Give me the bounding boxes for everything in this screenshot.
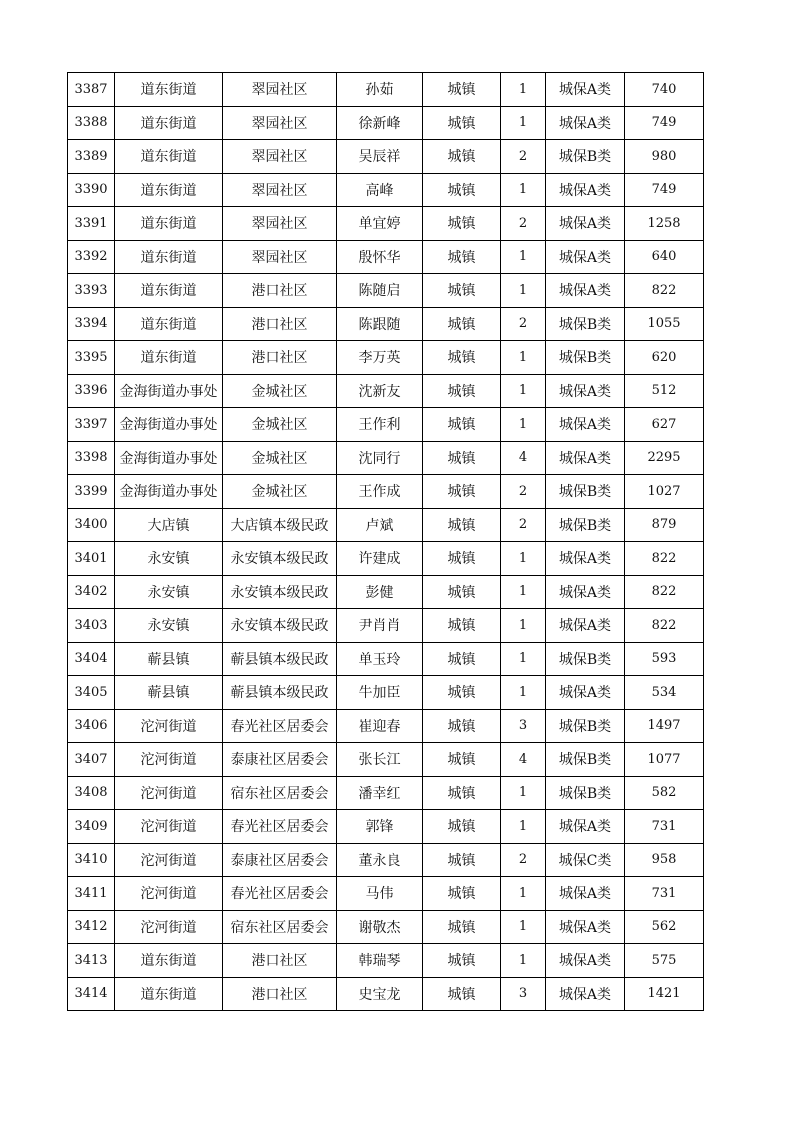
- household-size-cell: 4: [501, 441, 546, 475]
- community-cell: 蕲县镇本级民政: [223, 642, 337, 676]
- aid-amount-cell: 749: [625, 173, 704, 207]
- aid-amount-cell: 731: [625, 877, 704, 911]
- beneficiary-table: [67, 72, 704, 1011]
- household-type-cell: 城镇: [423, 374, 501, 408]
- name-cell: 吴辰祥: [337, 140, 423, 174]
- street-cell: 金海街道办事处: [115, 408, 223, 442]
- household-size-cell: 1: [501, 374, 546, 408]
- aid-amount-cell: 1077: [625, 743, 704, 777]
- household-type-cell: 城镇: [423, 575, 501, 609]
- street-cell: 道东街道: [115, 240, 223, 274]
- household-type-cell: 城镇: [423, 776, 501, 810]
- aid-amount-cell: 620: [625, 341, 704, 375]
- aid-category-cell: 城保A类: [546, 374, 625, 408]
- street-cell: 道东街道: [115, 106, 223, 140]
- name-cell: 殷怀华: [337, 240, 423, 274]
- household-size-cell: 1: [501, 910, 546, 944]
- street-cell: 蕲县镇: [115, 676, 223, 710]
- aid-amount-cell: 2295: [625, 441, 704, 475]
- name-cell: 陈随启: [337, 274, 423, 308]
- name-cell: 陈跟随: [337, 307, 423, 341]
- household-size-cell: 2: [501, 475, 546, 509]
- street-cell: 蕲县镇: [115, 642, 223, 676]
- household-type-cell: 城镇: [423, 508, 501, 542]
- street-cell: 沱河街道: [115, 910, 223, 944]
- street-cell: 永安镇: [115, 542, 223, 576]
- aid-category-cell: 城保A类: [546, 676, 625, 710]
- street-cell: 永安镇: [115, 609, 223, 643]
- name-cell: 韩瑞琴: [337, 944, 423, 978]
- community-cell: 金城社区: [223, 408, 337, 442]
- community-cell: 宿东社区居委会: [223, 776, 337, 810]
- table-row: [68, 173, 704, 207]
- street-cell: 沱河街道: [115, 877, 223, 911]
- aid-category-cell: 城保A类: [546, 977, 625, 1011]
- household-type-cell: 城镇: [423, 441, 501, 475]
- household-size-cell: 1: [501, 341, 546, 375]
- name-cell: 崔迎春: [337, 709, 423, 743]
- community-cell: 金城社区: [223, 475, 337, 509]
- household-size-cell: 1: [501, 106, 546, 140]
- household-size-cell: 1: [501, 173, 546, 207]
- record-id-cell: 3388: [68, 106, 115, 140]
- record-id-cell: 3406: [68, 709, 115, 743]
- household-type-cell: 城镇: [423, 274, 501, 308]
- household-type-cell: 城镇: [423, 944, 501, 978]
- household-type-cell: 城镇: [423, 106, 501, 140]
- name-cell: 卢斌: [337, 508, 423, 542]
- community-cell: 港口社区: [223, 977, 337, 1011]
- table-row: [68, 977, 704, 1011]
- aid-category-cell: 城保C类: [546, 843, 625, 877]
- table-row: [68, 709, 704, 743]
- table-row: [68, 676, 704, 710]
- community-cell: 永安镇本级民政: [223, 609, 337, 643]
- record-id-cell: 3387: [68, 73, 115, 107]
- community-cell: 翠园社区: [223, 73, 337, 107]
- community-cell: 翠园社区: [223, 140, 337, 174]
- household-type-cell: 城镇: [423, 877, 501, 911]
- street-cell: 沱河街道: [115, 843, 223, 877]
- household-type-cell: 城镇: [423, 240, 501, 274]
- aid-category-cell: 城保A类: [546, 240, 625, 274]
- table-row: [68, 508, 704, 542]
- household-type-cell: 城镇: [423, 73, 501, 107]
- aid-category-cell: 城保A类: [546, 207, 625, 241]
- name-cell: 单宜婷: [337, 207, 423, 241]
- household-size-cell: 3: [501, 709, 546, 743]
- community-cell: 春光社区居委会: [223, 877, 337, 911]
- street-cell: 金海街道办事处: [115, 441, 223, 475]
- aid-amount-cell: 1421: [625, 977, 704, 1011]
- name-cell: 孙茹: [337, 73, 423, 107]
- household-size-cell: 1: [501, 810, 546, 844]
- aid-amount-cell: 740: [625, 73, 704, 107]
- table-row: [68, 877, 704, 911]
- record-id-cell: 3398: [68, 441, 115, 475]
- street-cell: 沱河街道: [115, 810, 223, 844]
- community-cell: 港口社区: [223, 341, 337, 375]
- household-size-cell: 1: [501, 642, 546, 676]
- community-cell: 翠园社区: [223, 240, 337, 274]
- table-row: [68, 642, 704, 676]
- aid-category-cell: 城保A类: [546, 944, 625, 978]
- household-size-cell: 1: [501, 73, 546, 107]
- household-type-cell: 城镇: [423, 609, 501, 643]
- record-id-cell: 3413: [68, 944, 115, 978]
- record-id-cell: 3400: [68, 508, 115, 542]
- aid-category-cell: 城保A类: [546, 810, 625, 844]
- household-type-cell: 城镇: [423, 709, 501, 743]
- record-id-cell: 3390: [68, 173, 115, 207]
- name-cell: 张长江: [337, 743, 423, 777]
- table-row: [68, 374, 704, 408]
- record-id-cell: 3397: [68, 408, 115, 442]
- household-size-cell: 1: [501, 274, 546, 308]
- aid-category-cell: 城保A类: [546, 173, 625, 207]
- record-id-cell: 3391: [68, 207, 115, 241]
- household-type-cell: 城镇: [423, 173, 501, 207]
- street-cell: 道东街道: [115, 140, 223, 174]
- community-cell: 大店镇本级民政: [223, 508, 337, 542]
- household-type-cell: 城镇: [423, 140, 501, 174]
- table-row: [68, 106, 704, 140]
- name-cell: 徐新峰: [337, 106, 423, 140]
- household-size-cell: 1: [501, 676, 546, 710]
- aid-category-cell: 城保A类: [546, 441, 625, 475]
- household-type-cell: 城镇: [423, 676, 501, 710]
- aid-category-cell: 城保B类: [546, 776, 625, 810]
- aid-category-cell: 城保A类: [546, 910, 625, 944]
- table-row: [68, 140, 704, 174]
- aid-category-cell: 城保A类: [546, 106, 625, 140]
- record-id-cell: 3409: [68, 810, 115, 844]
- aid-amount-cell: 1497: [625, 709, 704, 743]
- table-row: [68, 207, 704, 241]
- table-row: [68, 240, 704, 274]
- aid-category-cell: 城保A类: [546, 609, 625, 643]
- household-size-cell: 1: [501, 575, 546, 609]
- record-id-cell: 3408: [68, 776, 115, 810]
- community-cell: 金城社区: [223, 374, 337, 408]
- community-cell: 蕲县镇本级民政: [223, 676, 337, 710]
- street-cell: 金海街道办事处: [115, 374, 223, 408]
- record-id-cell: 3404: [68, 642, 115, 676]
- aid-amount-cell: 822: [625, 609, 704, 643]
- aid-category-cell: 城保B类: [546, 140, 625, 174]
- street-cell: 道东街道: [115, 207, 223, 241]
- aid-category-cell: 城保B类: [546, 307, 625, 341]
- household-type-cell: 城镇: [423, 475, 501, 509]
- name-cell: 史宝龙: [337, 977, 423, 1011]
- record-id-cell: 3395: [68, 341, 115, 375]
- name-cell: 董永良: [337, 843, 423, 877]
- record-id-cell: 3412: [68, 910, 115, 944]
- aid-amount-cell: 593: [625, 642, 704, 676]
- household-size-cell: 1: [501, 542, 546, 576]
- name-cell: 潘幸红: [337, 776, 423, 810]
- aid-amount-cell: 562: [625, 910, 704, 944]
- aid-category-cell: 城保A类: [546, 575, 625, 609]
- table-row: [68, 609, 704, 643]
- street-cell: 道东街道: [115, 977, 223, 1011]
- household-size-cell: 2: [501, 140, 546, 174]
- record-id-cell: 3401: [68, 542, 115, 576]
- record-id-cell: 3393: [68, 274, 115, 308]
- aid-amount-cell: 879: [625, 508, 704, 542]
- record-id-cell: 3394: [68, 307, 115, 341]
- household-size-cell: 1: [501, 609, 546, 643]
- community-cell: 泰康社区居委会: [223, 743, 337, 777]
- aid-amount-cell: 1027: [625, 475, 704, 509]
- aid-amount-cell: 1258: [625, 207, 704, 241]
- street-cell: 沱河街道: [115, 709, 223, 743]
- community-cell: 永安镇本级民政: [223, 575, 337, 609]
- community-cell: 宿东社区居委会: [223, 910, 337, 944]
- street-cell: 沱河街道: [115, 776, 223, 810]
- table-row: [68, 542, 704, 576]
- household-type-cell: 城镇: [423, 810, 501, 844]
- name-cell: 王作利: [337, 408, 423, 442]
- aid-category-cell: 城保B类: [546, 709, 625, 743]
- table-row: [68, 810, 704, 844]
- table-row: [68, 843, 704, 877]
- aid-amount-cell: 512: [625, 374, 704, 408]
- table-row: [68, 307, 704, 341]
- aid-category-cell: 城保A类: [546, 274, 625, 308]
- name-cell: 牛加臣: [337, 676, 423, 710]
- community-cell: 港口社区: [223, 274, 337, 308]
- community-cell: 港口社区: [223, 307, 337, 341]
- street-cell: 道东街道: [115, 944, 223, 978]
- street-cell: 道东街道: [115, 274, 223, 308]
- household-size-cell: 2: [501, 207, 546, 241]
- community-cell: 永安镇本级民政: [223, 542, 337, 576]
- household-type-cell: 城镇: [423, 843, 501, 877]
- community-cell: 金城社区: [223, 441, 337, 475]
- household-type-cell: 城镇: [423, 977, 501, 1011]
- community-cell: 翠园社区: [223, 173, 337, 207]
- record-id-cell: 3389: [68, 140, 115, 174]
- aid-amount-cell: 822: [625, 274, 704, 308]
- table-row: [68, 341, 704, 375]
- table-row: [68, 575, 704, 609]
- street-cell: 道东街道: [115, 73, 223, 107]
- aid-amount-cell: 731: [625, 810, 704, 844]
- street-cell: 大店镇: [115, 508, 223, 542]
- name-cell: 王作成: [337, 475, 423, 509]
- aid-category-cell: 城保A类: [546, 542, 625, 576]
- household-size-cell: 2: [501, 508, 546, 542]
- name-cell: 沈新友: [337, 374, 423, 408]
- record-id-cell: 3403: [68, 609, 115, 643]
- street-cell: 道东街道: [115, 307, 223, 341]
- table-row: [68, 441, 704, 475]
- household-type-cell: 城镇: [423, 642, 501, 676]
- name-cell: 尹肖肖: [337, 609, 423, 643]
- record-id-cell: 3410: [68, 843, 115, 877]
- table-row: [68, 475, 704, 509]
- household-size-cell: 2: [501, 843, 546, 877]
- household-type-cell: 城镇: [423, 207, 501, 241]
- aid-amount-cell: 575: [625, 944, 704, 978]
- household-size-cell: 1: [501, 776, 546, 810]
- household-type-cell: 城镇: [423, 910, 501, 944]
- street-cell: 道东街道: [115, 341, 223, 375]
- household-size-cell: 2: [501, 307, 546, 341]
- aid-category-cell: 城保A类: [546, 73, 625, 107]
- table-body: [68, 73, 704, 1011]
- name-cell: 彭健: [337, 575, 423, 609]
- household-size-cell: 1: [501, 240, 546, 274]
- name-cell: 郭锋: [337, 810, 423, 844]
- household-size-cell: 1: [501, 408, 546, 442]
- community-cell: 翠园社区: [223, 207, 337, 241]
- household-size-cell: 4: [501, 743, 546, 777]
- street-cell: 道东街道: [115, 173, 223, 207]
- street-cell: 永安镇: [115, 575, 223, 609]
- record-id-cell: 3392: [68, 240, 115, 274]
- table-row: [68, 73, 704, 107]
- community-cell: 港口社区: [223, 944, 337, 978]
- aid-category-cell: 城保B类: [546, 475, 625, 509]
- aid-amount-cell: 749: [625, 106, 704, 140]
- aid-category-cell: 城保A类: [546, 408, 625, 442]
- household-size-cell: 1: [501, 944, 546, 978]
- name-cell: 谢敬杰: [337, 910, 423, 944]
- name-cell: 单玉玲: [337, 642, 423, 676]
- record-id-cell: 3405: [68, 676, 115, 710]
- community-cell: 春光社区居委会: [223, 810, 337, 844]
- name-cell: 马伟: [337, 877, 423, 911]
- household-type-cell: 城镇: [423, 743, 501, 777]
- table-row: [68, 910, 704, 944]
- street-cell: 金海街道办事处: [115, 475, 223, 509]
- aid-category-cell: 城保B类: [546, 508, 625, 542]
- aid-category-cell: 城保B类: [546, 743, 625, 777]
- community-cell: 泰康社区居委会: [223, 843, 337, 877]
- household-size-cell: 1: [501, 877, 546, 911]
- record-id-cell: 3411: [68, 877, 115, 911]
- record-id-cell: 3407: [68, 743, 115, 777]
- name-cell: 李万英: [337, 341, 423, 375]
- street-cell: 沱河街道: [115, 743, 223, 777]
- record-id-cell: 3396: [68, 374, 115, 408]
- aid-amount-cell: 980: [625, 140, 704, 174]
- name-cell: 高峰: [337, 173, 423, 207]
- household-type-cell: 城镇: [423, 542, 501, 576]
- aid-category-cell: 城保A类: [546, 877, 625, 911]
- aid-amount-cell: 822: [625, 575, 704, 609]
- community-cell: 春光社区居委会: [223, 709, 337, 743]
- aid-category-cell: 城保B类: [546, 642, 625, 676]
- table-row: [68, 274, 704, 308]
- table-row: [68, 743, 704, 777]
- household-type-cell: 城镇: [423, 341, 501, 375]
- aid-category-cell: 城保B类: [546, 341, 625, 375]
- aid-amount-cell: 582: [625, 776, 704, 810]
- aid-amount-cell: 822: [625, 542, 704, 576]
- community-cell: 翠园社区: [223, 106, 337, 140]
- record-id-cell: 3399: [68, 475, 115, 509]
- aid-amount-cell: 534: [625, 676, 704, 710]
- name-cell: 沈同行: [337, 441, 423, 475]
- name-cell: 许建成: [337, 542, 423, 576]
- aid-amount-cell: 640: [625, 240, 704, 274]
- record-id-cell: 3414: [68, 977, 115, 1011]
- table-row: [68, 944, 704, 978]
- aid-amount-cell: 1055: [625, 307, 704, 341]
- household-size-cell: 3: [501, 977, 546, 1011]
- table-row: [68, 408, 704, 442]
- aid-amount-cell: 627: [625, 408, 704, 442]
- record-id-cell: 3402: [68, 575, 115, 609]
- aid-amount-cell: 958: [625, 843, 704, 877]
- household-type-cell: 城镇: [423, 408, 501, 442]
- household-type-cell: 城镇: [423, 307, 501, 341]
- table-row: [68, 776, 704, 810]
